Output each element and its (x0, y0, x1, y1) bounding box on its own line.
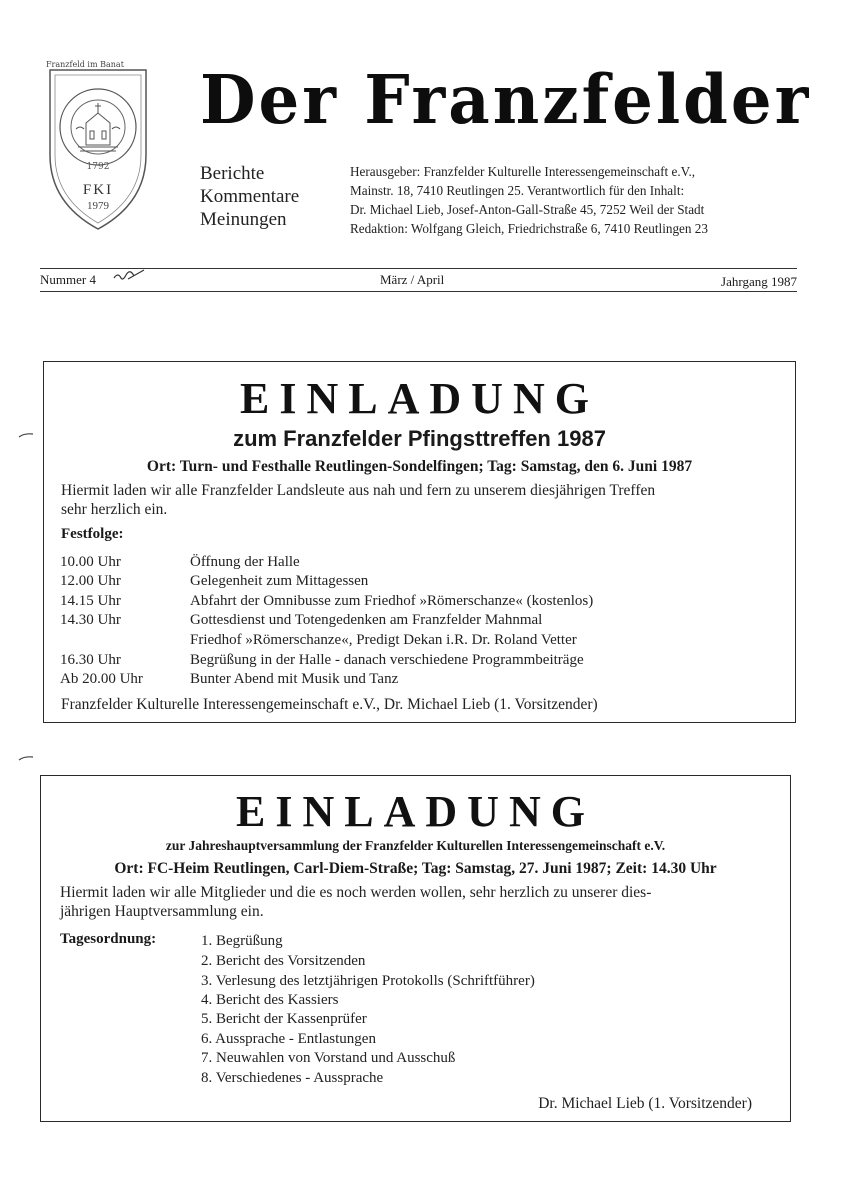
invitation-pfingsttreffen (43, 361, 796, 723)
masthead-title: Der Franzfelder (200, 61, 812, 140)
agenda-item: 5. Bericht der Kassenprüfer (201, 1011, 367, 1027)
divider (40, 268, 797, 269)
tagline-line: Kommentare (200, 186, 300, 207)
agenda-item: 3. Verlesung des letztjährigen Protokolls (Schriftführer) (201, 973, 535, 989)
intro-line: jährigen Hauptversammlung ein. (60, 903, 264, 920)
margin-mark-icon (18, 755, 34, 761)
agenda-item: 6. Aussprache - Entlastungen (201, 1031, 376, 1047)
publisher-line: Herausgeber: Franzfelder Kulturelle Interessengemeinschaft e.V., (350, 164, 696, 179)
program-time: 16.30 Uhr (60, 652, 121, 668)
tagline-line: Meinungen (200, 209, 287, 230)
program-item: Friedhof »Römerschanze«, Predigt Dekan i.R. Dr. Roland Vetter (190, 632, 577, 648)
program-time: 12.00 Uhr (60, 573, 121, 589)
invitation-place: Ort: FC-Heim Reutlingen, Carl-Diem-Straße; Tag: Samstag, 27. Juni 1987; Zeit: 14.30 Uhr (114, 860, 717, 877)
invitation-subtitle: zur Jahreshauptversammlung der Franzfelder Kulturellen Interessengemeinschaft e.V. (165, 838, 666, 853)
invitation-title: EINLADUNG (240, 374, 599, 423)
tagline (200, 162, 299, 231)
tagline-line: Berichte (200, 163, 265, 184)
publisher-line: Redaktion: Wolfgang Gleich, Friedrichstraße 6, 7410 Reutlingen 23 (350, 221, 708, 236)
agenda-item: 1. Begrüßung (201, 933, 283, 949)
agenda-item: 8. Verschiedenes - Aussprache (201, 1070, 384, 1086)
publisher-info (350, 162, 770, 238)
publisher-line: Mainstr. 18, 7410 Reutlingen 25. Verantwortlich für den Inhalt: (350, 183, 685, 198)
fki-logo (46, 60, 150, 232)
agenda-label: Tagesordnung: (60, 931, 157, 947)
invitation-place: Ort: Turn- und Festhalle Reutlingen-Sondelfingen; Tag: Samstag, den 6. Juni 1987 (146, 458, 693, 475)
program-item: Abfahrt der Omnibusse zum Friedhof »Römerschanze« (kostenlos) (190, 593, 594, 609)
logo-year-town: 1792 (86, 162, 110, 172)
invitation-title: EINLADUNG (236, 787, 595, 836)
intro-line: Hiermit laden wir alle Franzfelder Landsleute aus nah und fern zu unserem diesjährigen Treffen (61, 482, 656, 499)
agenda-item: 4. Bericht des Kassiers (201, 992, 339, 1008)
logo-org-abbr: FKI (82, 182, 114, 198)
issue-date: März / April (380, 272, 445, 287)
invitation-intro (61, 481, 781, 519)
program-time: 10.00 Uhr (60, 554, 121, 570)
intro-line: sehr herzlich ein. (61, 501, 168, 518)
intro-line: Hiermit laden wir alle Mitglieder und die es noch werden wollen, sehr herzlich zu unserer dies- (60, 884, 652, 901)
divider (40, 291, 797, 292)
logo-arc-text: Franzfeld im Banat (46, 60, 124, 69)
program-label: Festfolge: (61, 526, 124, 542)
program-item: Begrüßung in der Halle - danach verschiedene Programmbeiträge (190, 652, 584, 668)
program-time: Ab 20.00 Uhr (60, 671, 143, 687)
invitation-subtitle: zum Franzfelder Pfingsttreffen 1987 (233, 426, 606, 451)
program-time: 14.15 Uhr (60, 593, 121, 609)
handwritten-check-icon (112, 266, 146, 284)
invitation-signature: Dr. Michael Lieb (1. Vorsitzender) (538, 1095, 752, 1112)
logo-org-year: 1979 (87, 200, 109, 212)
issue-year: Jahrgang 1987 (721, 274, 797, 289)
invitation-jahreshauptversammlung (40, 775, 791, 1122)
issue-bar (40, 262, 797, 294)
program-time: 14.30 Uhr (60, 612, 121, 628)
publisher-line: Dr. Michael Lieb, Josef-Anton-Gall-Straße 45, 7252 Weil der Stadt (350, 202, 705, 217)
margin-mark-icon (18, 432, 34, 438)
invitation-intro (60, 883, 780, 921)
agenda-item: 2. Bericht des Vorsitzenden (201, 953, 366, 969)
program-item: Gelegenheit zum Mittagessen (190, 573, 369, 589)
program-item: Bunter Abend mit Musik und Tanz (190, 671, 399, 687)
issue-number: Nummer 4 (40, 272, 96, 287)
agenda-item: 7. Neuwahlen von Vorstand und Ausschuß (201, 1050, 456, 1066)
program-item: Gottesdienst und Totengedenken am Franzfelder Mahnmal (190, 612, 543, 628)
invitation-signature: Franzfelder Kulturelle Interessengemeinschaft e.V., Dr. Michael Lieb (1. Vorsitzender) (61, 696, 598, 713)
program-item: Öffnung der Halle (190, 554, 300, 570)
